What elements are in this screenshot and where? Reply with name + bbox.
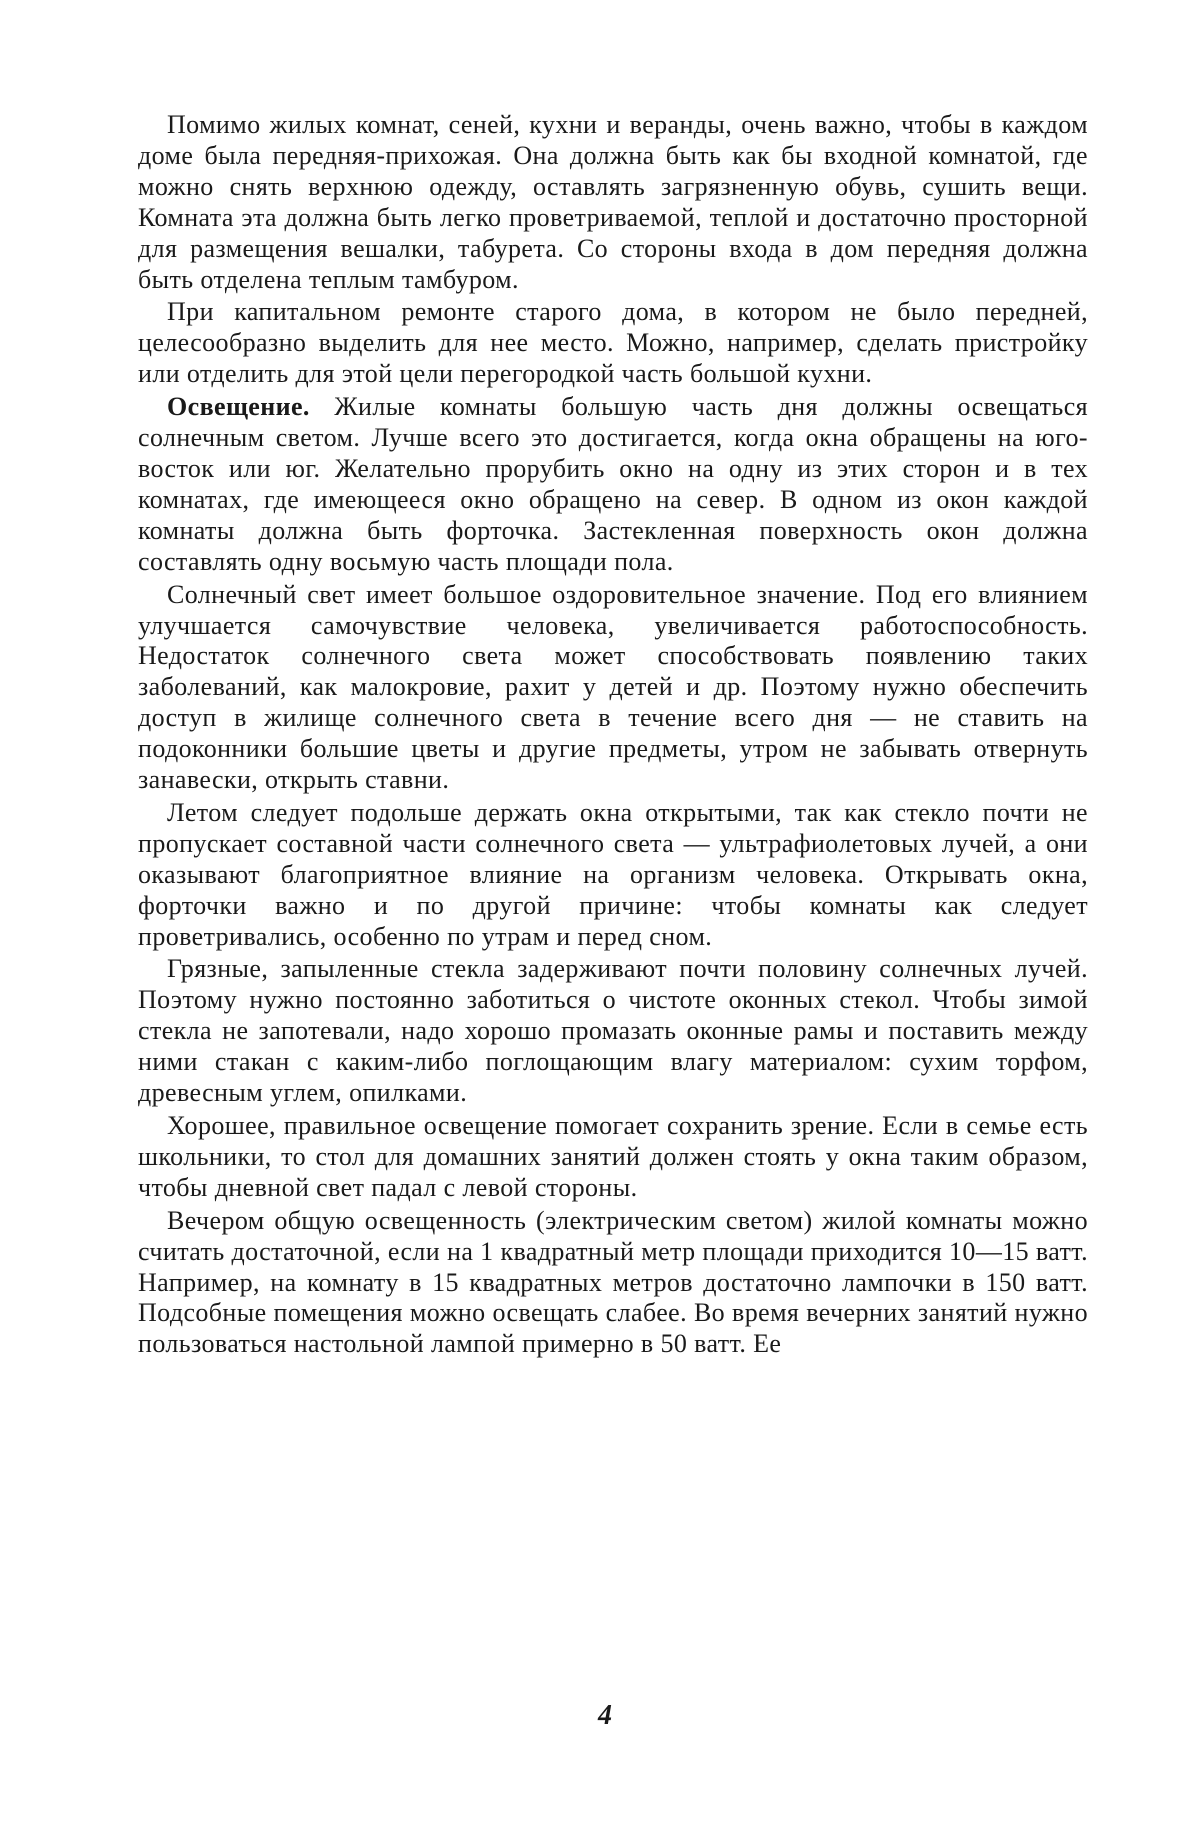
- paragraph-text: Солнечный свет имеет большое оздоровительное значение. Под его влиянием улучшается самочувствие человека, увеличивается работоспособность. Недостаток солнечного света может способствовать появлению таких заболеваний, как малокровие, рахит у детей и др. Поэтому нужно обеспечить доступ в жилище солнечного света в течение всего дня — не ставить на подоконники большие цветы и другие предметы, утром не забывать отвернуть занавески, открыть ставни.: [138, 580, 1088, 794]
- text-column: [138, 110, 1088, 1362]
- paragraph-text: При капитальном ремонте старого дома, в котором не было передней, целесообразно выделить для нее место. Можно, например, сделать пристройку или отделить для этой цели перегородкой часть большой кухни.: [138, 297, 1088, 388]
- paragraph-text: Вечером общую освещенность (электрическим светом) жилой комнаты можно считать достаточной, если на 1 квадратный метр площади приходится 10—15 ватт. Например, на комнату в 15 квадратных метров достаточно лампочки в 150 ватт. Подсобные помещения можно освещать слабее. Во время вечерних занятий нужно пользоваться настольной лампой примерно в 50 ватт. Ее: [138, 1206, 1088, 1359]
- paragraph-4: [138, 580, 1088, 796]
- paragraph-3: [138, 392, 1088, 577]
- section-heading-osveshchenie: Освещение.: [167, 392, 310, 421]
- paragraph-8: [138, 1206, 1088, 1361]
- paragraph-text: Хорошее, правильное освещение помогает сохранить зрение. Если в семье есть школьники, то стол для домашних занятий должен стоять у окна таким образом, чтобы дневной свет падал с левой стороны.: [138, 1111, 1088, 1202]
- paragraph-text: Грязные, запыленные стекла задерживают почти половину солнечных лучей. Поэтому нужно постоянно заботиться о чистоте оконных стекол. Чтобы зимой стекла не запотевали, надо хорошо промазать оконные рамы и поставить между ними стакан с каким-либо поглощающим влагу материалом: сухим торфом, древесным углем, опилками.: [138, 954, 1088, 1107]
- paragraph-5: [138, 798, 1088, 953]
- paragraph-6: [138, 954, 1088, 1109]
- page-number: 4: [585, 1700, 625, 1732]
- paragraph-text: Помимо жилых комнат, сеней, кухни и веранды, очень важно, чтобы в каждом доме была передняя-прихожая. Она должна быть как бы входной комнатой, где можно снять верхнюю одежду, оставлять загрязненную обувь, сушить вещи. Комната эта должна быть легко проветриваемой, теплой и достаточно просторной для размещения вешалки, табурета. Со стороны входа в дом передняя должна быть отделена теплым тамбуром.: [138, 110, 1088, 294]
- paragraph-text: Жилые комнаты большую часть дня должны освещаться солнечным светом. Лучше всего это достигается, когда окна обращены на юго-восток или юг. Желательно прорубить окно на одну из этих сторон и в тех комнатах, где имеющееся окно обращено на север. В одном из окон каждой комнаты должна быть форточка. Застекленная поверхность окон должна составлять одну восьмую часть площади пола.: [138, 392, 1088, 576]
- paragraph-1: [138, 110, 1088, 295]
- paragraph-2: [138, 297, 1088, 390]
- paragraph-7: [138, 1111, 1088, 1204]
- paragraph-text: Летом следует подольше держать окна открытыми, так как стекло почти не пропускает составной части солнечного света — ультрафиолетовых лучей, а они оказывают благоприятное влияние на организм человека. Открывать окна, форточки важно и по другой причине: чтобы комнаты как следует проветривались, особенно по утрам и перед сном.: [138, 798, 1088, 951]
- book-page: [0, 0, 1200, 1831]
